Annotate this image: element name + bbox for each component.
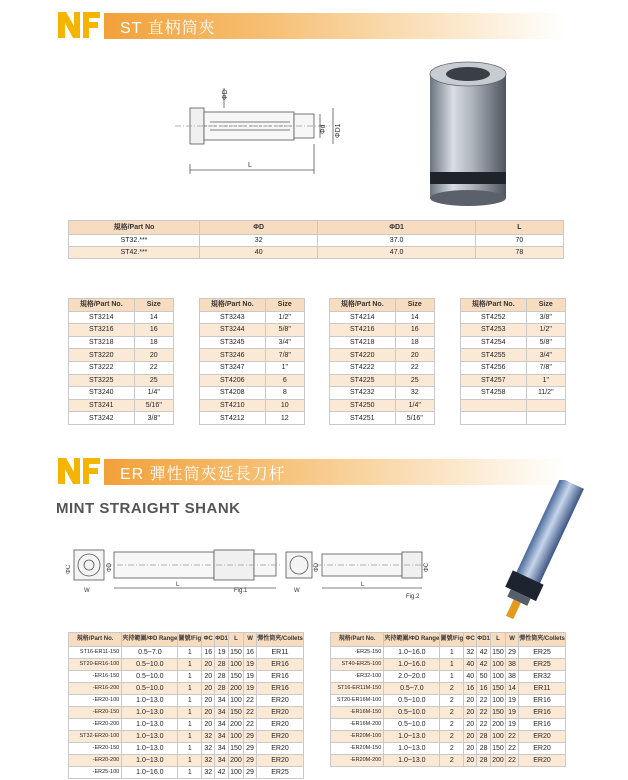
er-header: L <box>490 633 505 647</box>
size-header: 規格/Part No. <box>330 299 396 312</box>
table-row: ST3242 3/8" <box>69 412 174 425</box>
table-row: ST4232 32 <box>330 387 435 400</box>
size-table-4 <box>460 298 566 425</box>
table-row: ST42.*** 40 47.0 78 <box>69 247 564 259</box>
table-row: ST3247 1" <box>200 361 305 374</box>
table-row: -ER20-200 1.0~13.0 1 20 34 200 22 ER20 <box>69 719 304 731</box>
table-row: ST4214 14 <box>330 311 435 324</box>
table-row: ST4255 3/4" <box>461 349 566 362</box>
main-header-d1: ΦD1 <box>318 221 475 235</box>
table-row <box>461 399 566 412</box>
er-header: ΦC <box>202 633 215 647</box>
section2-title: ER 彈性筒夾延長刀杆 <box>120 466 286 483</box>
er-header: 彈性筒夾/Collets <box>257 633 304 647</box>
table-row: ST3216 16 <box>69 324 174 337</box>
table-row: -ER20M-200 1.0~13.0 2 20 28 200 22 ER20 <box>331 755 566 767</box>
st-collet-drawing <box>170 78 370 188</box>
table-row: -ER25-100 1.0~16.0 1 32 42 100 29 ER25 <box>69 767 304 779</box>
table-row: ST32.*** 32 37.0 70 <box>69 235 564 247</box>
table-row: ST3222 22 <box>69 361 174 374</box>
size-header: Size <box>134 299 173 312</box>
er-header: 圖號/Fig <box>440 633 464 647</box>
table-row: ST4252 3/8" <box>461 311 566 324</box>
size-table-1 <box>68 298 174 425</box>
table-row: -ER16-150 0.5~10.0 1 20 28 150 19 ER16 <box>69 671 304 683</box>
er-header: ΦC <box>464 633 477 647</box>
table-row: ST4208 8 <box>200 387 305 400</box>
er-table-1 <box>68 632 304 779</box>
size-header: Size <box>526 299 565 312</box>
table-row: -ER16-200 0.5~10.0 1 20 28 200 19 ER16 <box>69 683 304 695</box>
drawing2-label-d2: ΦD <box>314 562 320 572</box>
er-header: 規格/Part No. <box>331 633 384 647</box>
table-row: ST4253 1/2" <box>461 324 566 337</box>
size-header: 規格/Part No. <box>69 299 135 312</box>
table-row: -ER20-150 1.0~13.0 1 20 34 150 22 ER20 <box>69 707 304 719</box>
table-row: ST4254 5/8" <box>461 336 566 349</box>
table-row: ST16-ER11-150 0.5~7.0 1 16 19 150 16 ER11 <box>69 647 304 659</box>
size-header: 規格/Part No. <box>200 299 266 312</box>
nf-logo-icon <box>56 8 102 40</box>
section1-title: ST 直柄筒夾 <box>120 20 216 37</box>
er-header: ΦD1 <box>477 633 491 647</box>
er-table-2 <box>330 632 566 767</box>
table-row: ST4210 10 <box>200 399 305 412</box>
table-row: ST3240 1/4" <box>69 387 174 400</box>
er-header: ΦD1 <box>215 633 229 647</box>
table-row: ST4256 7/8" <box>461 361 566 374</box>
er-shank-drawing <box>66 540 446 610</box>
drawing2-label-c2: ΦC <box>424 562 430 572</box>
table-row: ST3218 18 <box>69 336 174 349</box>
table-row: -ER20-200 1.0~13.0 1 32 34 200 29 ER20 <box>69 755 304 767</box>
table-row: ST3214 14 <box>69 311 174 324</box>
table-row: -ER20-100 1.0~13.0 1 20 34 100 22 ER20 <box>69 695 304 707</box>
drawing2-label-w2: W <box>294 588 300 594</box>
table-row: ST4258 11/2" <box>461 387 566 400</box>
table-row: ST4225 25 <box>330 374 435 387</box>
table-row: ST4218 18 <box>330 336 435 349</box>
size-table-2 <box>199 298 305 425</box>
table-row: ST20-ER16-100 0.5~10.0 1 20 28 100 19 ER16 <box>69 659 304 671</box>
table-row: -ER16M-150 0.5~10.0 2 20 22 150 19 ER16 <box>331 707 566 719</box>
table-row: ST3246 7/8" <box>200 349 305 362</box>
drawing2-label-fig1: Fig.1 <box>234 588 248 594</box>
table-row: -ER20-150 1.0~13.0 1 32 34 150 29 ER20 <box>69 743 304 755</box>
table-row: ST3220 20 <box>69 349 174 362</box>
table-row: ST3245 3/4" <box>200 336 305 349</box>
drawing2-label-w: W <box>84 588 90 594</box>
table-row: ST4222 22 <box>330 361 435 374</box>
section2-subtitle: MINT STRAIGHT SHANK <box>56 500 241 517</box>
table-row: ST4206 6 <box>200 374 305 387</box>
drawing2-label-l2: L <box>361 582 365 588</box>
drawing1-label-d: ΦD <box>222 89 229 100</box>
er-header: 彈性筒夾/Collets <box>519 633 566 647</box>
table-row: ST16-ER11M-150 0.5~7.0 2 16 16 150 14 ER11 <box>331 683 566 695</box>
er-header: W <box>506 633 519 647</box>
size-header: Size <box>265 299 304 312</box>
size-table-3 <box>329 298 435 425</box>
table-row: -ER20M-100 1.0~13.0 2 20 28 100 22 ER20 <box>331 731 566 743</box>
nf-logo-icon <box>56 454 102 486</box>
size-header: Size <box>395 299 434 312</box>
drawing2-label-d: ΦD <box>107 562 113 572</box>
table-row: ST4250 1/4" <box>330 399 435 412</box>
table-row: ST4251 5/16" <box>330 412 435 425</box>
er-header: 夾持範圍/ΦD Range <box>122 633 178 647</box>
drawing1-label-dd: Φd <box>320 124 327 134</box>
table-row: -ER20M-150 1.0~13.0 2 20 28 150 22 ER20 <box>331 743 566 755</box>
table-row: ST4257 1" <box>461 374 566 387</box>
main-header-part: 規格/Part No <box>69 221 200 235</box>
table-row: -ER32-100 2.0~20.0 1 40 50 100 38 ER32 <box>331 671 566 683</box>
table-row: ST3241 5/16" <box>69 399 174 412</box>
st-main-table <box>68 220 564 259</box>
er-header: 夾持範圍/ΦD Range <box>384 633 440 647</box>
table-row: ST4216 16 <box>330 324 435 337</box>
st-collet-photo <box>420 50 516 210</box>
er-header: W <box>244 633 257 647</box>
er-header: 圖號/Fig <box>178 633 202 647</box>
table-row: ST3244 5/8" <box>200 324 305 337</box>
table-row: ST3243 1/2" <box>200 311 305 324</box>
table-row: ST4220 20 <box>330 349 435 362</box>
main-header-d: ΦD <box>200 221 318 235</box>
er-shank-photo <box>450 480 590 620</box>
table-row: -ER25-150 1.0~16.0 1 32 42 150 29 ER25 <box>331 647 566 659</box>
drawing2-label-l: L <box>176 582 180 588</box>
section1-header <box>0 6 628 40</box>
table-row: ST3225 25 <box>69 374 174 387</box>
table-row: ST20-ER16M-100 0.5~10.0 2 20 22 100 19 ER16 <box>331 695 566 707</box>
main-header-l: L <box>475 221 563 235</box>
table-row: -ER16M-200 0.5~10.0 2 20 22 200 19 ER16 <box>331 719 566 731</box>
table-row: ST32-ER20-100 1.0~13.0 1 32 34 100 29 ER20 <box>69 731 304 743</box>
table-row: ST40-ER25-100 1.0~16.0 1 40 42 100 38 ER25 <box>331 659 566 671</box>
drawing2-label-fig2: Fig.2 <box>406 594 420 600</box>
drawing2-label-c: ΦC <box>66 564 72 574</box>
er-header: L <box>228 633 243 647</box>
table-row <box>461 412 566 425</box>
drawing1-label-l: L <box>248 162 252 169</box>
er-header: 規格/Part No. <box>69 633 122 647</box>
drawing1-label-d1: ΦD1 <box>335 123 342 138</box>
table-row: ST4212 12 <box>200 412 305 425</box>
size-header: 規格/Part No. <box>461 299 527 312</box>
